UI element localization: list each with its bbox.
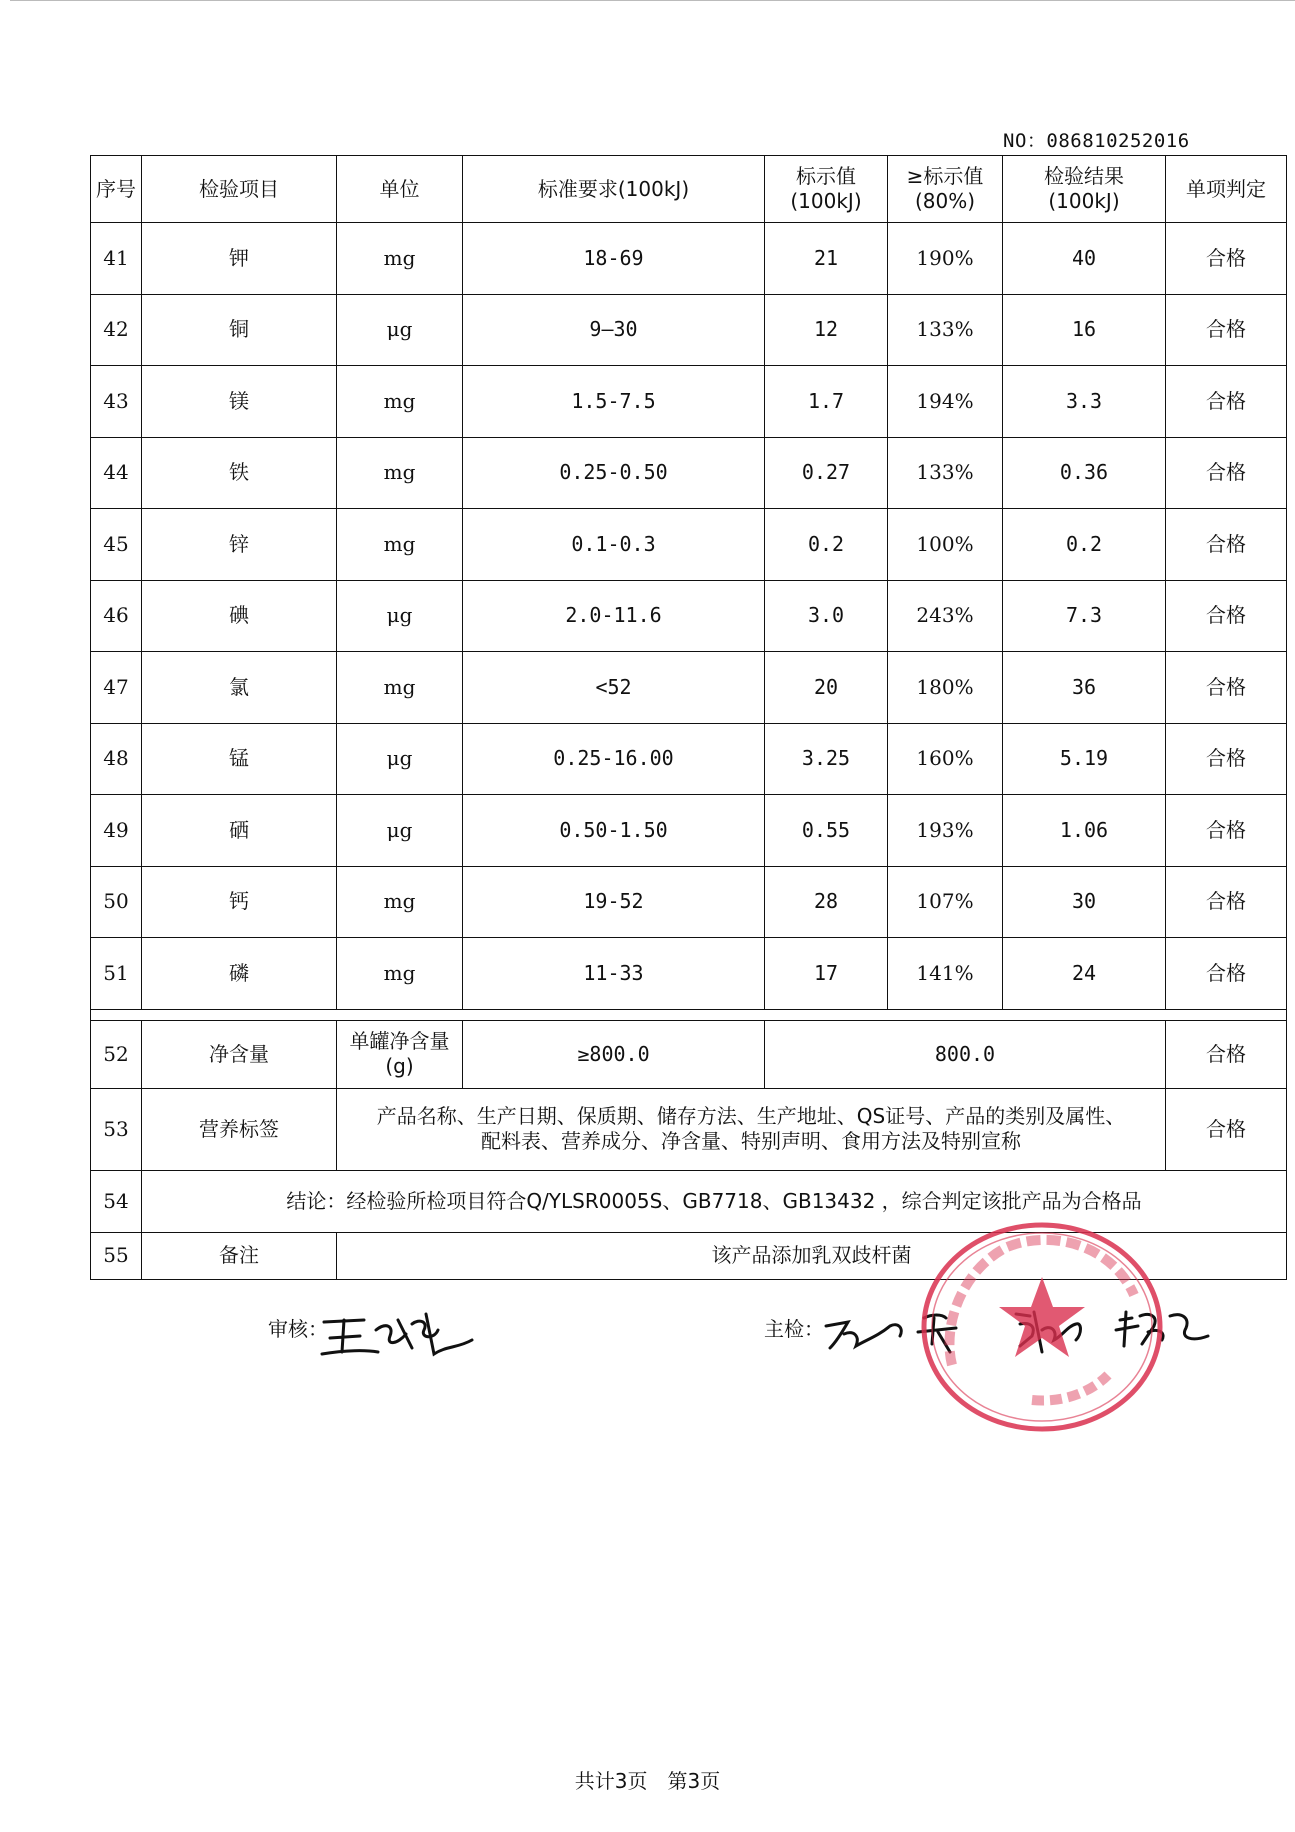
item-cell: 镁 bbox=[142, 366, 337, 438]
item-cell: 锰 bbox=[142, 723, 337, 795]
pct-cell: 160% bbox=[888, 723, 1003, 795]
inspection-table bbox=[90, 155, 1287, 1280]
table-gap-cell bbox=[91, 1009, 1287, 1020]
unit-cell: mg bbox=[337, 866, 463, 938]
table-row-52 bbox=[91, 1020, 1287, 1088]
table-header-row bbox=[91, 156, 1287, 223]
table-row bbox=[91, 866, 1287, 938]
seq-cell: 44 bbox=[91, 437, 142, 509]
seq-cell: 43 bbox=[91, 366, 142, 438]
result-cell: 16 bbox=[1003, 294, 1166, 366]
result-cell: 5.19 bbox=[1003, 723, 1166, 795]
table-gap-row bbox=[91, 1009, 1287, 1020]
header-unit: 单位 bbox=[337, 156, 463, 223]
result-cell: 36 bbox=[1003, 652, 1166, 724]
item-cell: 钙 bbox=[142, 866, 337, 938]
seq-cell: 45 bbox=[91, 509, 142, 581]
standard-cell: 18-69 bbox=[463, 223, 765, 295]
seq-cell: 42 bbox=[91, 294, 142, 366]
verdict-cell: 合格 bbox=[1166, 366, 1287, 438]
unit-line2: (g) bbox=[385, 1054, 414, 1078]
header-standard: 标准要求(100kJ) bbox=[463, 156, 765, 223]
item-cell: 铁 bbox=[142, 437, 337, 509]
header-result bbox=[1003, 156, 1166, 223]
item-cell: 氯 bbox=[142, 652, 337, 724]
result-cell: 1.06 bbox=[1003, 795, 1166, 867]
unit-cell: μg bbox=[337, 795, 463, 867]
pct-cell: 243% bbox=[888, 580, 1003, 652]
seq-cell: 47 bbox=[91, 652, 142, 724]
header-pct-line1: ≥标示值 bbox=[906, 164, 984, 188]
standard-cell: 11-33 bbox=[463, 938, 765, 1010]
pct-cell: 141% bbox=[888, 938, 1003, 1010]
item-cell: 营养标签 bbox=[142, 1088, 337, 1170]
result-cell: 800.0 bbox=[765, 1020, 1166, 1088]
table-body bbox=[91, 223, 1287, 1010]
unit-cell: mg bbox=[337, 938, 463, 1010]
unit-cell: mg bbox=[337, 652, 463, 724]
unit-cell: mg bbox=[337, 366, 463, 438]
unit-line1: 单罐净含量 bbox=[349, 1029, 450, 1053]
seq-cell: 48 bbox=[91, 723, 142, 795]
verdict-cell: 合格 bbox=[1166, 795, 1287, 867]
header-seq: 序号 bbox=[91, 156, 142, 223]
verdict-cell: 合格 bbox=[1166, 1020, 1287, 1088]
table-row bbox=[91, 723, 1287, 795]
table-row bbox=[91, 437, 1287, 509]
scan-edge bbox=[10, 0, 1295, 23]
table-row bbox=[91, 223, 1287, 295]
verdict-cell: 合格 bbox=[1166, 223, 1287, 295]
page-footer: 共计3页 第3页 bbox=[574, 1769, 721, 1793]
verdict-cell: 合格 bbox=[1166, 437, 1287, 509]
standard-cell: 0.25-16.00 bbox=[463, 723, 765, 795]
result-cell: 30 bbox=[1003, 866, 1166, 938]
label-value-cell: 0.27 bbox=[765, 437, 888, 509]
verdict-cell: 合格 bbox=[1166, 652, 1287, 724]
table-row bbox=[91, 795, 1287, 867]
pct-cell: 133% bbox=[888, 294, 1003, 366]
header-label-value-line1: 标示值 bbox=[796, 164, 856, 188]
standard-cell: 0.25-0.50 bbox=[463, 437, 765, 509]
result-cell: 0.2 bbox=[1003, 509, 1166, 581]
header-verdict: 单项判定 bbox=[1166, 156, 1287, 223]
unit-cell: mg bbox=[337, 437, 463, 509]
verdict-cell: 合格 bbox=[1166, 866, 1287, 938]
seq-cell: 54 bbox=[91, 1170, 142, 1232]
header-label-value-line2: (100kJ) bbox=[790, 189, 862, 213]
label-content-line1: 产品名称、生产日期、保质期、储存方法、生产地址、QS证号、产品的类别及属性、 bbox=[376, 1104, 1126, 1128]
standard-cell: ≥800.0 bbox=[463, 1020, 765, 1088]
unit-cell: mg bbox=[337, 223, 463, 295]
pct-cell: 194% bbox=[888, 366, 1003, 438]
pct-cell: 190% bbox=[888, 223, 1003, 295]
label-value-cell: 20 bbox=[765, 652, 888, 724]
seq-cell: 52 bbox=[91, 1020, 142, 1088]
result-cell: 0.36 bbox=[1003, 437, 1166, 509]
seq-cell: 41 bbox=[91, 223, 142, 295]
label-value-cell: 3.0 bbox=[765, 580, 888, 652]
standard-cell: 19-52 bbox=[463, 866, 765, 938]
item-cell: 备注 bbox=[142, 1232, 337, 1279]
seq-cell: 55 bbox=[91, 1232, 142, 1279]
standard-cell: 1.5-7.5 bbox=[463, 366, 765, 438]
seq-cell: 53 bbox=[91, 1088, 142, 1170]
label-value-cell: 0.55 bbox=[765, 795, 888, 867]
pct-cell: 180% bbox=[888, 652, 1003, 724]
header-pct-line2: (80%) bbox=[914, 189, 976, 213]
reviewer-signature bbox=[316, 1300, 476, 1362]
label-value-cell: 3.25 bbox=[765, 723, 888, 795]
table-row bbox=[91, 294, 1287, 366]
item-cell: 钾 bbox=[142, 223, 337, 295]
item-cell: 铜 bbox=[142, 294, 337, 366]
standard-cell: 2.0-11.6 bbox=[463, 580, 765, 652]
header-result-line2: (100kJ) bbox=[1048, 189, 1120, 213]
item-cell: 碘 bbox=[142, 580, 337, 652]
label-value-cell: 21 bbox=[765, 223, 888, 295]
result-cell: 3.3 bbox=[1003, 366, 1166, 438]
table-row bbox=[91, 509, 1287, 581]
label-value-cell: 12 bbox=[765, 294, 888, 366]
unit-cell: μg bbox=[337, 580, 463, 652]
table-row bbox=[91, 580, 1287, 652]
inspector-label: 主检： bbox=[764, 1317, 824, 1341]
label-value-cell: 28 bbox=[765, 866, 888, 938]
item-cell: 锌 bbox=[142, 509, 337, 581]
table-row bbox=[91, 652, 1287, 724]
table-row-53 bbox=[91, 1088, 1287, 1170]
remark-cell: 该产品添加乳双歧杆菌 bbox=[337, 1232, 1287, 1279]
standard-cell: 0.50-1.50 bbox=[463, 795, 765, 867]
header-result-line1: 检验结果 bbox=[1044, 164, 1124, 188]
document-number: NO：086810252016 bbox=[1003, 130, 1190, 152]
item-cell: 磷 bbox=[142, 938, 337, 1010]
standard-cell: <52 bbox=[463, 652, 765, 724]
item-cell: 硒 bbox=[142, 795, 337, 867]
verdict-cell: 合格 bbox=[1166, 938, 1287, 1010]
seq-cell: 51 bbox=[91, 938, 142, 1010]
pct-cell: 133% bbox=[888, 437, 1003, 509]
header-pct bbox=[888, 156, 1003, 223]
seq-cell: 50 bbox=[91, 866, 142, 938]
verdict-cell: 合格 bbox=[1166, 580, 1287, 652]
table-row bbox=[91, 366, 1287, 438]
label-value-cell: 17 bbox=[765, 938, 888, 1010]
verdict-cell: 合格 bbox=[1166, 723, 1287, 795]
verdict-cell: 合格 bbox=[1166, 509, 1287, 581]
label-value-cell: 0.2 bbox=[765, 509, 888, 581]
item-cell: 净含量 bbox=[142, 1020, 337, 1088]
reviewer-label: 审核： bbox=[268, 1317, 328, 1341]
unit-cell: mg bbox=[337, 509, 463, 581]
table-row bbox=[91, 938, 1287, 1010]
result-cell: 24 bbox=[1003, 938, 1166, 1010]
header-item: 检验项目 bbox=[142, 156, 337, 223]
pct-cell: 107% bbox=[888, 866, 1003, 938]
result-cell: 7.3 bbox=[1003, 580, 1166, 652]
standard-cell: 0.1-0.3 bbox=[463, 509, 765, 581]
seq-cell: 49 bbox=[91, 795, 142, 867]
unit-cell: μg bbox=[337, 723, 463, 795]
seq-cell: 46 bbox=[91, 580, 142, 652]
pct-cell: 100% bbox=[888, 509, 1003, 581]
company-seal bbox=[912, 1215, 1172, 1440]
result-cell: 40 bbox=[1003, 223, 1166, 295]
standard-cell: 9—30 bbox=[463, 294, 765, 366]
verdict-cell: 合格 bbox=[1166, 1088, 1287, 1170]
conclusion-cell: 结论：经检验所检项目符合Q/YLSR0005S、GB7718、GB13432 ，综合判定该批产品为合格品 bbox=[142, 1170, 1287, 1232]
verdict-cell: 合格 bbox=[1166, 294, 1287, 366]
pct-cell: 193% bbox=[888, 795, 1003, 867]
unit-cell: μg bbox=[337, 294, 463, 366]
header-label-value bbox=[765, 156, 888, 223]
label-value-cell: 1.7 bbox=[765, 366, 888, 438]
unit-cell bbox=[337, 1020, 463, 1088]
label-content-line2: 配料表、营养成分、净含量、特别声明、食用方法及特别宣称 bbox=[481, 1129, 1021, 1153]
label-content-cell bbox=[337, 1088, 1166, 1170]
